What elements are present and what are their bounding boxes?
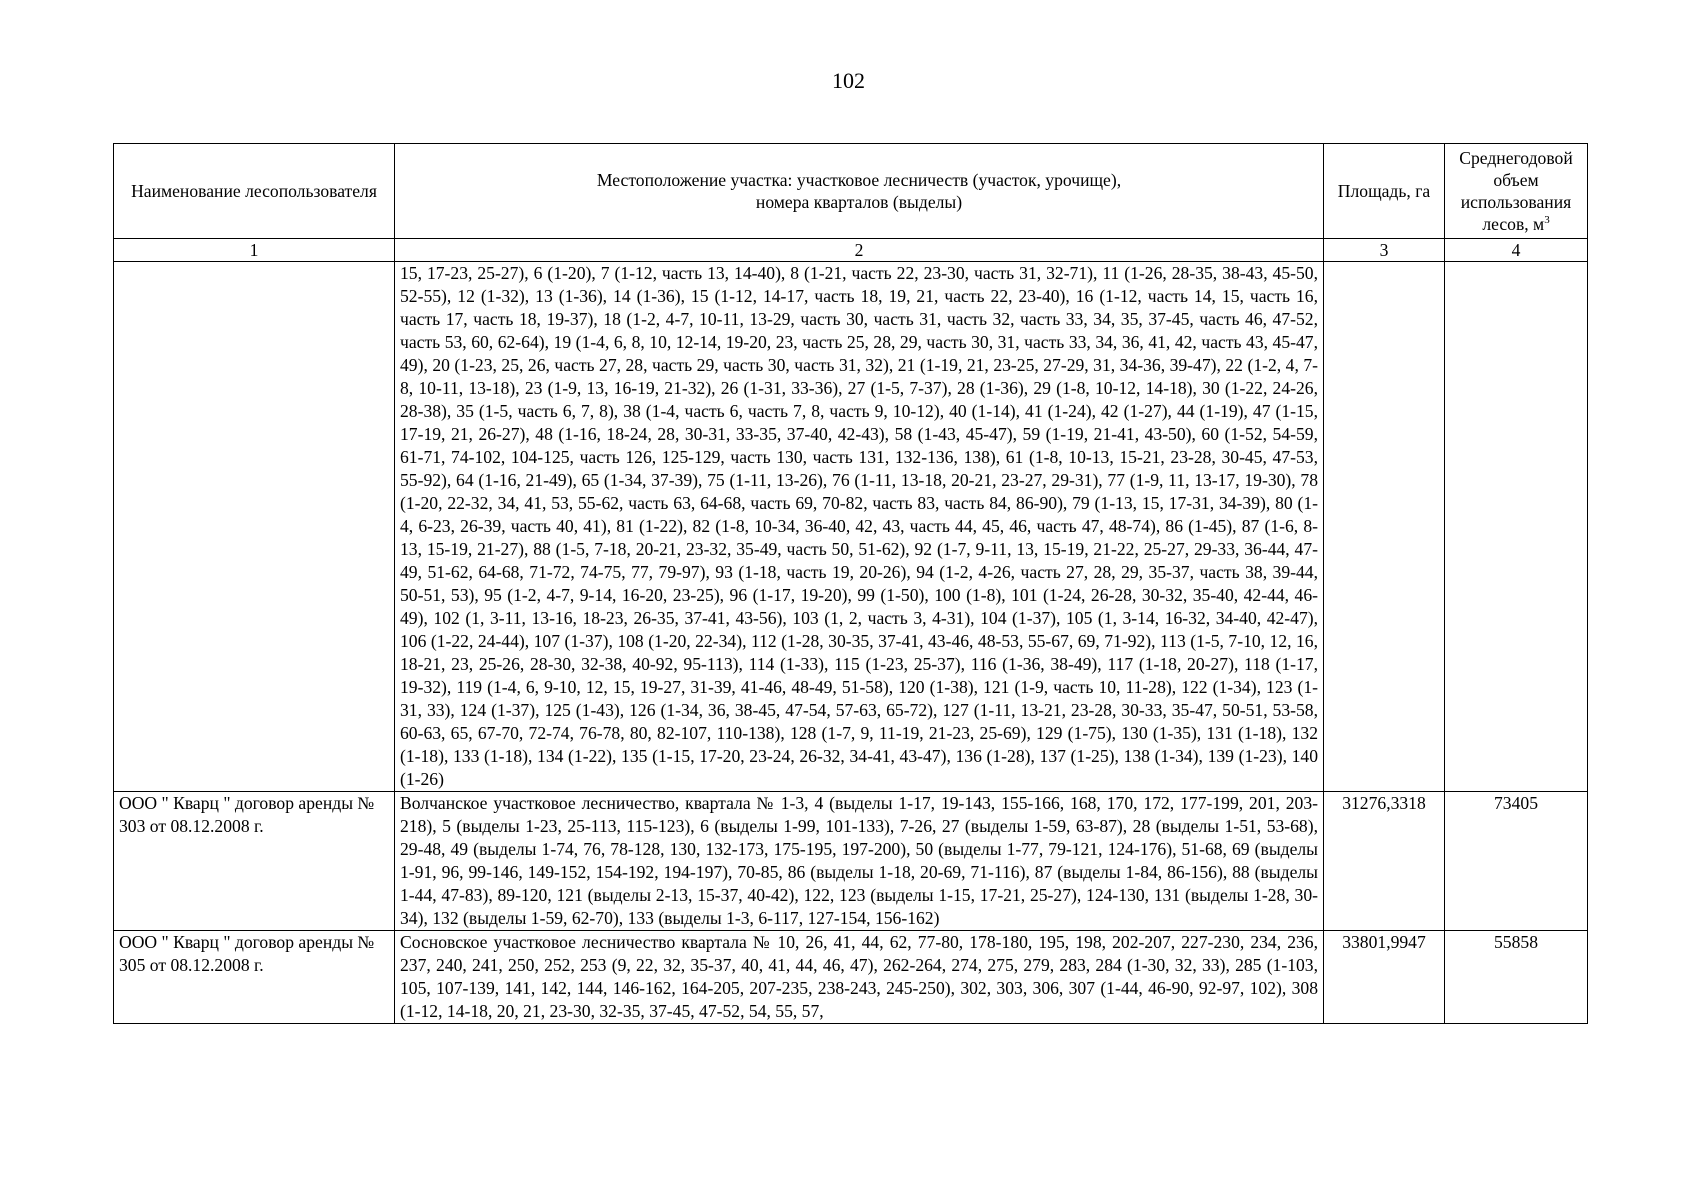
table-row xyxy=(114,792,1588,931)
volume-value xyxy=(1445,262,1588,792)
volume-value: 55858 xyxy=(1445,931,1588,1024)
table-row xyxy=(114,931,1588,1024)
column-number: 1 xyxy=(114,239,395,262)
location-text: Волчанское участковое лесничество, квартала № 1-3, 4 (выделы 1-17, 19-143, 155-166, 168, 170, 172, 177-199, 201, 203-218), 5 (выделы 1-23, 25-113, 115-123), 6 (выделы 1-99, 101-133), 7-26, 27 (выделы 1-59, 63-87), 28 (выделы 1-51, 53-68), 29-48, 49 (выделы 1-74, 76, 78-128, 130, 132-173, 175-195, 197-200), 50 (выделы 1-77, 79-121, 124-176), 51-68, 69 (выделы 1-91, 96, 99-146, 149-152, 154-192, 194-197), 70-85, 86 (выделы 1-18, 20-69, 71-116), 87 (выделы 1-84, 86-156), 88 (выделы 1-44, 47-83), 89-120, 121 (выделы 2-13, 15-37, 40-42), 122, 123 (выделы 1-15, 17-21, 25-27), 124-130, 131 (выделы 1-28, 30-34), 132 (выделы 1-59, 62-70), 133 (выделы 1-3, 6-117, 127-154, 156-162) xyxy=(395,792,1324,931)
area-value xyxy=(1324,262,1445,792)
location-text: 15, 17-23, 25-27), 6 (1-20), 7 (1-12, часть 13, 14-40), 8 (1-21, часть 22, 23-30, часть 31, 32-71), 11 (1-26, 28-35, 38-43, 45-50, 52-55), 12 (1-32), 13 (1-36), 14 (1-36), 15 (1-12, 14-17, часть 18, 19, 21, часть 22, 23-40), 16 (1-12, часть 14, 15, часть 16, часть 17, часть 18, 19-37), 18 (1-2, 4-7, 10-11, 13-29, часть 30, часть 31, часть 32, часть 33, 34, 35, 37-45, часть 46, 47-52, часть 53, 60, 62-64), 19 (1-4, 6, 8, 10, 12-14, 19-20, 23, часть 25, 28, 29, часть 30, 31, часть 33, 34, 36, 41, 42, часть 43, 45-47, 49), 20 (1-23, 25, 26, часть 27, 28, часть 29, часть 30, часть 31, 32), 21 (1-19, 21, 23-25, 27-29, 31, 34-36, 39-47), 22 (1-2, 4, 7-8, 10-11, 13-18), 23 (1-9, 13, 16-19, 21-32), 26 (1-31, 33-36), 27 (1-5, 7-37), 28 (1-36), 29 (1-8, 10-12, 14-18), 30 (1-22, 24-26, 28-38), 35 (1-5, часть 6, 7, 8), 38 (1-4, часть 6, часть 7, 8, часть 9, 10-12), 40 (1-14), 41 (1-24), 42 (1-27), 44 (1-19), 47 (1-15, 17-19, 21, 26-27), 48 (1-16, 18-24, 28, 30-31, 33-35, 37-40, 42-43), 58 (1-43, 45-47), 59 (1-19, 21-41, 43-50), 60 (1-52, 54-59, 61-71, 74-102, 104-125, часть 126, 125-129, часть 130, часть 131, 132-136, 138), 61 (1-8, 10-13, 15-21, 23-28, 30-45, 47-53, 55-92), 64 (1-16, 21-49), 65 (1-34, 37-39), 75 (1-11, 13-26), 76 (1-11, 13-18, 20-21, 23-27, 29-31), 77 (1-9, 11, 13-17, 19-30), 78 (1-20, 22-32, 34, 41, 53, 55-62, часть 63, 64-68, часть 69, 70-82, часть 83, часть 84, 86-90), 79 (1-13, 15, 17-31, 34-39), 80 (1-4, 6-23, 26-39, часть 40, 41), 81 (1-22), 82 (1-8, 10-34, 36-40, 42, 43, часть 44, 45, 46, часть 47, 48-74), 86 (1-45), 87 (1-6, 8-13, 15-19, 21-27), 88 (1-5, 7-18, 20-21, 23-32, 35-49, часть 50, 51-62), 92 (1-7, 9-11, 13, 15-19, 21-22, 25-27, 29-33, 36-44, 47-49, 51-62, 64-68, 71-72, 74-75, 77, 79-97), 93 (1-18, часть 19, 20-26), 94 (1-2, 4-26, часть 27, 28, 29, 35-37, часть 38, 39-44, 50-51, 53), 95 (1-2, 4-7, 9-14, 16-20, 23-25), 96 (1-17, 19-20), 99 (1-50), 100 (1-8), 101 (1-24, 26-28, 30-32, 35-40, 42-44, 46-49), 102 (1, 3-11, 13-16, 18-23, 26-35, 37-41, 43-56), 103 (1, 2, часть 3, 4-31), 104 (1-37), 105 (1, 3-14, 16-32, 34-40, 42-47), 106 (1-22, 24-44), 107 (1-37), 108 (1-20, 22-34), 112 (1-28, 30-35, 37-41, 43-46, 48-53, 55-67, 69, 71-92), 113 (1-5, 7-10, 12, 16, 18-21, 23, 25-26, 28-30, 32-38, 40-92, 95-113), 114 (1-33), 115 (1-23, 25-37), 116 (1-36, 38-49), 117 (1-18, 20-27), 118 (1-17, 19-32), 119 (1-4, 6, 9-10, 12, 15, 19-27, 31-39, 41-46, 48-49, 51-58), 120 (1-38), 121 (1-9, часть 10, 11-28), 122 (1-34), 123 (1-31, 33), 124 (1-37), 125 (1-43), 126 (1-34, 36, 38-45, 47-54, 57-63, 65-72), 127 (1-11, 13-21, 23-28, 30-33, 35-47, 50-51, 53-58, 60-63, 65, 67-70, 72-74, 76-78, 80, 82-107, 110-138), 128 (1-7, 9, 11-19, 21-23, 25-69), 129 (1-75), 130 (1-35), 131 (1-18), 132 (1-18), 133 (1-18), 134 (1-22), 135 (1-15, 17-20, 23-24, 26-32, 34-41, 43-47), 136 (1-28), 137 (1-25), 138 (1-34), 139 (1-23), 140 (1-26) xyxy=(395,262,1324,792)
header-area: Площадь, га xyxy=(1324,144,1445,239)
forest-user-name xyxy=(114,262,395,792)
table-row xyxy=(114,262,1588,792)
page-number: 102 xyxy=(832,68,865,93)
forest-user-name: ООО " Кварц " договор аренды № 305 от 08.12.2008 г. xyxy=(114,931,395,1024)
area-value: 31276,3318 xyxy=(1324,792,1445,931)
forest-users-table xyxy=(113,143,1588,1024)
column-number: 3 xyxy=(1324,239,1445,262)
column-number: 4 xyxy=(1445,239,1588,262)
forest-user-name: ООО " Кварц " договор аренды № 303 от 08.12.2008 г. xyxy=(114,792,395,931)
column-numbers-row xyxy=(114,239,1588,262)
volume-value: 73405 xyxy=(1445,792,1588,931)
area-value: 33801,9947 xyxy=(1324,931,1445,1024)
header-forest-user: Наименование лесопользователя xyxy=(114,144,395,239)
column-number: 2 xyxy=(395,239,1324,262)
header-location: Местоположение участка: участковое лесничеств (участок, урочище), номера кварталов (выделы) xyxy=(395,144,1324,239)
header-annual-volume: Среднегодовой объем использования лесов, $м^3$ xyxy=(1445,144,1588,239)
table-header-row xyxy=(114,144,1588,239)
location-text: Сосновское участковое лесничество квартала № 10, 26, 41, 44, 62, 77-80, 178-180, 195, 198, 202-207, 227-230, 234, 236, 237, 240, 241, 250, 252, 253 (9, 22, 32, 35-37, 40, 41, 44, 46, 47), 262-264, 274, 275, 279, 283, 284 (1-30, 32, 33), 285 (1-103, 105, 107-139, 141, 142, 144, 146-162, 164-205, 207-235, 238-243, 245-250), 302, 303, 306, 307 (1-44, 46-90, 92-97, 102), 308 (1-12, 14-18, 20, 21, 23-30, 32-35, 37-45, 47-52, 54, 55, 57, xyxy=(395,931,1324,1024)
